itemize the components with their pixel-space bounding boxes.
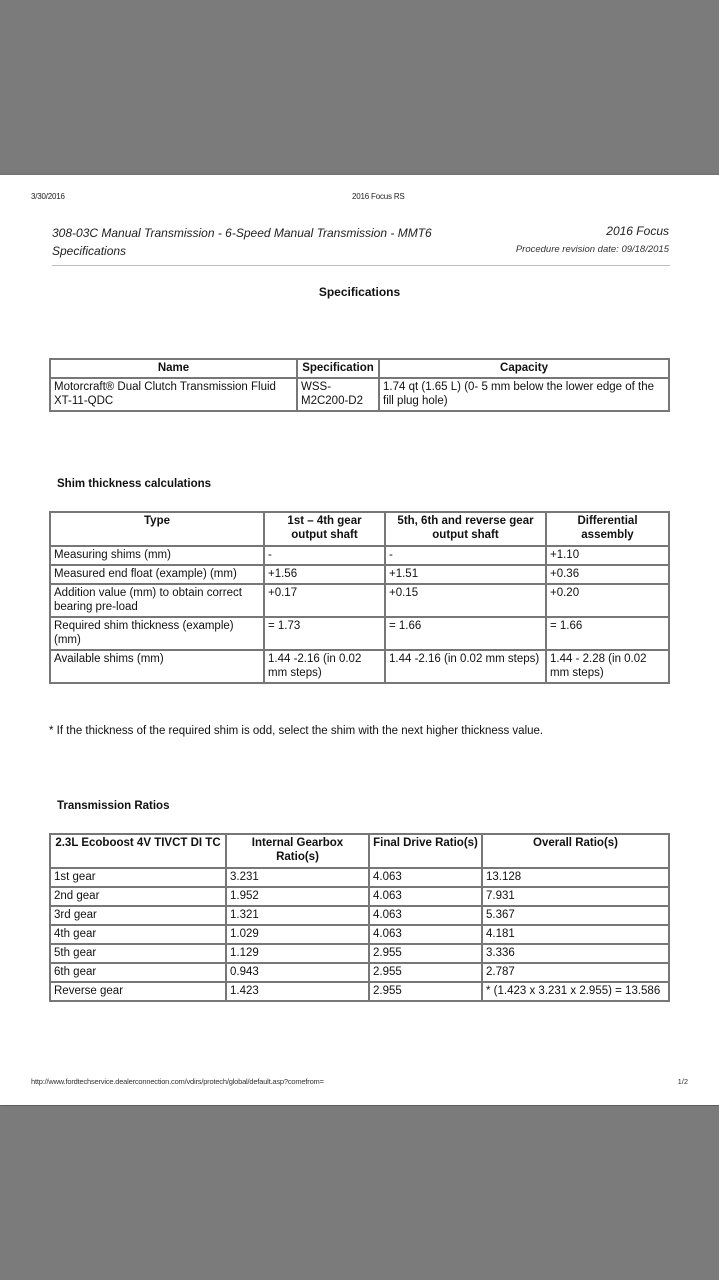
table-cell: 1.029 — [226, 925, 369, 944]
column-header: Specification — [297, 359, 379, 378]
column-header: Final Drive Ratio(s) — [369, 834, 482, 868]
table-cell: 1.952 — [226, 887, 369, 906]
table-cell: Measuring shims (mm) — [50, 546, 264, 565]
table-cell: +0.20 — [546, 584, 669, 617]
table-cell: 2.955 — [369, 982, 482, 1001]
table-cell: 7.931 — [482, 887, 669, 906]
column-header: Capacity — [379, 359, 669, 378]
table-row — [50, 584, 669, 617]
table-row — [50, 925, 669, 944]
revision-date: Procedure revision date: 09/18/2015 — [515, 244, 669, 255]
column-header: Name — [50, 359, 297, 378]
table-row — [50, 378, 669, 411]
document-title — [52, 224, 472, 260]
table-cell: 1.321 — [226, 906, 369, 925]
table-row — [50, 565, 669, 584]
document-model: 2016 Focus — [606, 224, 669, 238]
table-cell: 3rd gear — [50, 906, 226, 925]
table-cell: 1.129 — [226, 944, 369, 963]
table-cell: 1st gear — [50, 868, 226, 887]
column-header: Internal Gearbox Ratio(s) — [226, 834, 369, 868]
table-cell: +1.51 — [385, 565, 546, 584]
print-title: 2016 Focus RS — [352, 192, 405, 201]
table-cell: 3.231 — [226, 868, 369, 887]
table-cell: = 1.66 — [385, 617, 546, 650]
table-cell: 2.955 — [369, 944, 482, 963]
column-header: 1st – 4th gear output shaft — [264, 512, 385, 546]
table-row — [50, 906, 669, 925]
table-cell: +1.10 — [546, 546, 669, 565]
table-row — [50, 546, 669, 565]
document-page — [0, 175, 719, 1105]
document-title-line2: Specifications — [52, 244, 127, 258]
table-cell: +1.56 — [264, 565, 385, 584]
viewer-background-bottom — [0, 1106, 719, 1280]
table-cell: Required shim thickness (example) (mm) — [50, 617, 264, 650]
table-row — [50, 868, 669, 887]
viewer-background-top — [0, 0, 719, 174]
table-row — [50, 963, 669, 982]
table-cell: 0.943 — [226, 963, 369, 982]
table-cell: 13.128 — [482, 868, 669, 887]
table-cell: Reverse gear — [50, 982, 226, 1001]
table-cell: 5.367 — [482, 906, 669, 925]
table-cell: 1.44 -2.16 (in 0.02 mm steps) — [385, 650, 546, 683]
section-title: Specifications — [318, 285, 401, 299]
column-header: Overall Ratio(s) — [482, 834, 669, 868]
table-row — [50, 887, 669, 906]
table-row — [50, 944, 669, 963]
table-cell: 3.336 — [482, 944, 669, 963]
table-cell: 1.74 qt (1.65 L) (0- 5 mm below the lower edge of the fill plug hole) — [379, 378, 669, 411]
header-divider — [52, 265, 670, 266]
shim-note: * If the thickness of the required shim is odd, select the shim with the next higher thickness value. — [49, 725, 544, 737]
table-cell: +0.17 — [264, 584, 385, 617]
print-date: 3/30/2016 — [31, 192, 65, 201]
fluid-spec-table — [49, 358, 670, 412]
column-header: 5th, 6th and reverse gear output shaft — [385, 512, 546, 546]
table-cell: 5th gear — [50, 944, 226, 963]
shim-thickness-table — [49, 511, 670, 684]
column-header: Type — [50, 512, 264, 546]
table-cell: +0.15 — [385, 584, 546, 617]
table-cell: 4.181 — [482, 925, 669, 944]
table-cell: 1.44 -2.16 (in 0.02 mm steps) — [264, 650, 385, 683]
table-cell: = 1.66 — [546, 617, 669, 650]
page-number: 1/2 — [677, 1077, 688, 1086]
table-cell: 4.063 — [369, 868, 482, 887]
table-header-row — [50, 512, 669, 546]
table-cell: - — [264, 546, 385, 565]
table-cell: 1.423 — [226, 982, 369, 1001]
footer-url: http://www.fordtechservice.dealerconnection.com/vdirs/protech/global/default.asp?comefrom= — [31, 1077, 324, 1086]
document-title-line1: 308-03C Manual Transmission - 6-Speed Manual Transmission - MMT6 — [52, 226, 432, 240]
table-row — [50, 650, 669, 683]
table-cell: WSS- M2C200-D2 — [297, 378, 379, 411]
shim-table-title: Shim thickness calculations — [57, 478, 212, 490]
table-row — [50, 617, 669, 650]
table-cell: Motorcraft® Dual Clutch Transmission Fluid XT-11-QDC — [50, 378, 297, 411]
table-cell: 6th gear — [50, 963, 226, 982]
table-cell: Addition value (mm) to obtain correct bearing pre-load — [50, 584, 264, 617]
column-header: Differential assembly — [546, 512, 669, 546]
table-row — [50, 982, 669, 1001]
table-cell: - — [385, 546, 546, 565]
table-cell: = 1.73 — [264, 617, 385, 650]
table-cell: 4.063 — [369, 906, 482, 925]
table-header-row — [50, 834, 669, 868]
table-cell: * (1.423 x 3.231 x 2.955) = 13.586 — [482, 982, 669, 1001]
table-cell: 4th gear — [50, 925, 226, 944]
table-cell: 2.787 — [482, 963, 669, 982]
column-header: 2.3L Ecoboost 4V TIVCT DI TC — [50, 834, 226, 868]
table-cell: Measured end float (example) (mm) — [50, 565, 264, 584]
table-cell: Available shims (mm) — [50, 650, 264, 683]
table-cell: 4.063 — [369, 887, 482, 906]
table-cell: 2.955 — [369, 963, 482, 982]
transmission-ratio-table — [49, 833, 670, 1002]
ratio-table-title: Transmission Ratios — [57, 800, 170, 812]
table-cell: +0.36 — [546, 565, 669, 584]
table-header-row — [50, 359, 669, 378]
table-cell: 4.063 — [369, 925, 482, 944]
table-cell: 2nd gear — [50, 887, 226, 906]
table-cell: 1.44 - 2.28 (in 0.02 mm steps) — [546, 650, 669, 683]
